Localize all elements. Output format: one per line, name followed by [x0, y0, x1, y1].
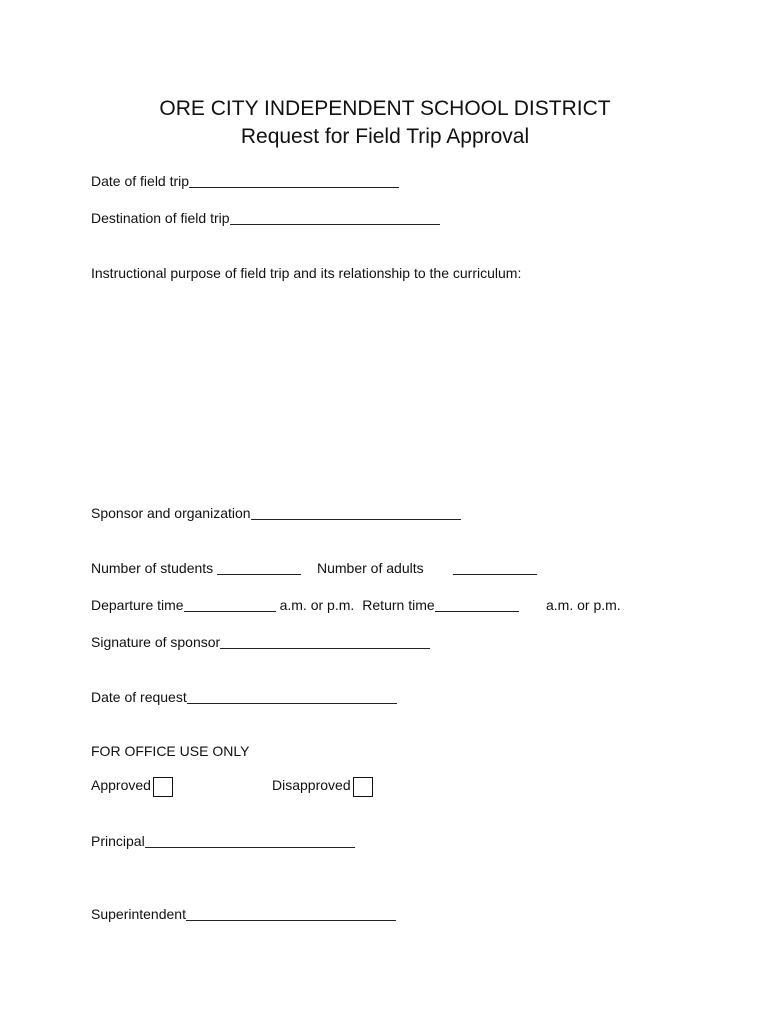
instructional-purpose-label: Instructional purpose of field trip and its relationship to the curriculum:: [91, 265, 522, 281]
form-title: Request for Field Trip Approval: [240, 125, 530, 148]
signature-field[interactable]: [220, 633, 430, 649]
destination-label: Destination of field trip: [91, 210, 230, 226]
signature-label: Signature of sponsor: [91, 634, 221, 650]
sponsor-org-label: Sponsor and organization: [91, 505, 251, 521]
superintendent-field[interactable]: [186, 905, 396, 921]
return-time-field[interactable]: [435, 596, 519, 612]
date-of-trip-label: Date of field trip: [91, 173, 190, 189]
approved-label: Approved: [91, 777, 151, 793]
disapproved-label: Disapproved: [272, 777, 351, 793]
approved-checkbox[interactable]: [153, 777, 173, 797]
date-of-trip-row: [91, 172, 399, 190]
instructional-purpose-row: [91, 264, 521, 282]
students-row: [91, 559, 301, 577]
disapproved-checkbox[interactable]: [353, 777, 373, 797]
destination-field[interactable]: [230, 209, 440, 225]
num-students-label: Number of students: [91, 560, 214, 576]
departure-time-label: Departure time: [91, 597, 184, 613]
superintendent-label: Superintendent: [91, 906, 186, 922]
departure-row: [91, 596, 519, 614]
am-pm-label-1: a.m. or p.m.: [279, 597, 355, 613]
departure-time-field[interactable]: [184, 596, 276, 612]
date-of-request-label: Date of request: [91, 689, 187, 705]
signature-row: [91, 633, 430, 651]
instructional-purpose-area[interactable]: [91, 290, 681, 490]
date-of-trip-field[interactable]: [189, 172, 399, 188]
disapproved-row: [272, 776, 373, 794]
destination-row: [91, 209, 440, 227]
office-heading: [91, 742, 249, 760]
date-of-request-field[interactable]: [187, 688, 397, 704]
am-pm-label-2: a.m. or p.m.: [546, 597, 621, 613]
principal-label: Principal: [91, 833, 145, 849]
principal-field[interactable]: [145, 832, 355, 848]
adults-row: [453, 559, 537, 581]
sponsor-org-field[interactable]: [251, 504, 461, 520]
approved-row: [91, 776, 173, 794]
superintendent-row: [91, 905, 396, 923]
office-heading-label: FOR OFFICE USE ONLY: [91, 743, 250, 759]
district-name: ORE CITY INDEPENDENT SCHOOL DISTRICT: [159, 97, 611, 120]
num-students-field[interactable]: [217, 559, 301, 575]
num-adults-field[interactable]: [453, 559, 537, 575]
principal-row: [91, 832, 355, 850]
date-of-request-row: [91, 688, 397, 706]
sponsor-org-row: [91, 504, 461, 522]
num-adults-label: Number of adults: [317, 560, 424, 576]
return-time-label: Return time: [362, 597, 435, 613]
